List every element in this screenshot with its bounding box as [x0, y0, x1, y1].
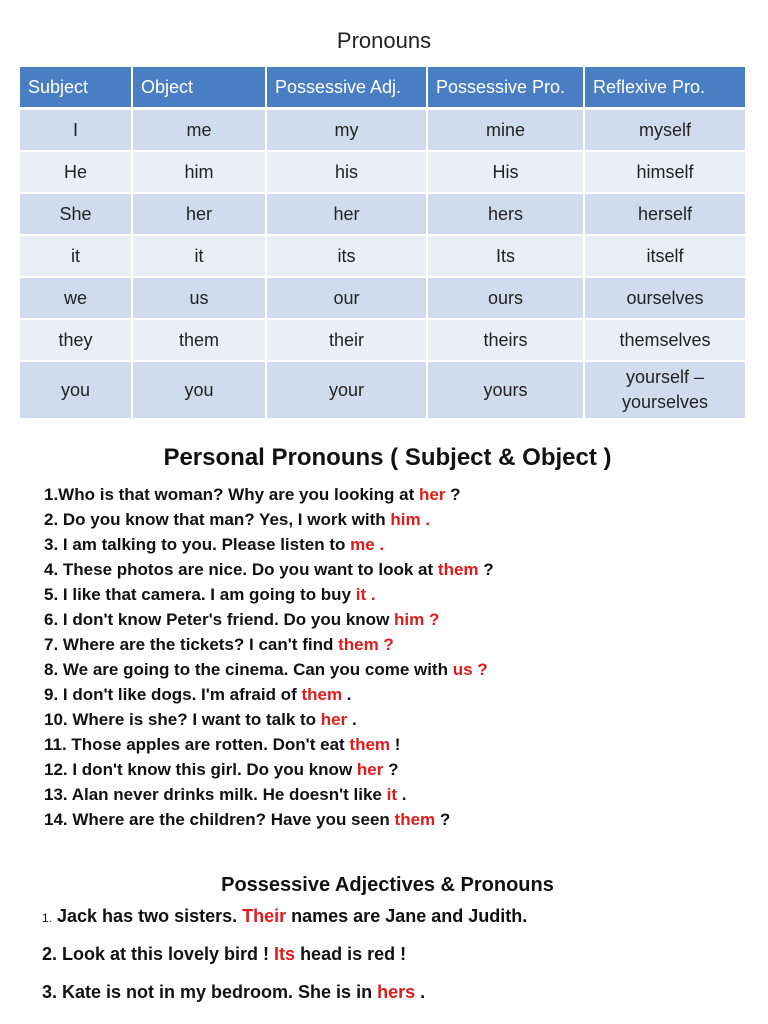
exercise-item — [44, 657, 494, 682]
exercise-text: 4. These photos are nice. Do you want to look at — [44, 560, 438, 579]
exercise-item — [44, 482, 494, 507]
exercise-tail: names are Jane and Judith. — [286, 906, 528, 926]
exercise-tail: . — [342, 685, 352, 704]
exercise-text: 10. Where is she? I want to talk to — [44, 710, 321, 729]
exercise-item — [42, 978, 527, 1016]
exercise-text: 1.Who is that woman? Why are you looking at — [44, 485, 419, 504]
answer: Their — [242, 906, 287, 926]
table-cell: you — [20, 361, 132, 419]
column-header-reflexive-pro: Reflexive Pro. — [584, 67, 746, 109]
exercise-item — [44, 532, 494, 557]
table-cell: myself — [584, 109, 746, 152]
answer: it . — [355, 585, 376, 604]
exercise-item — [44, 607, 494, 632]
table-cell: hers — [427, 193, 584, 235]
table-cell: us — [132, 277, 266, 319]
table-cell: her — [266, 193, 427, 235]
exercise-item — [44, 682, 494, 707]
column-header-subject: Subject — [20, 67, 132, 109]
table-cell: my — [266, 109, 427, 152]
column-header-possessive-pro: Possessive Pro. — [427, 67, 584, 109]
exercise-tail: ? — [383, 760, 399, 779]
answer: her — [356, 760, 384, 779]
table-row — [20, 151, 746, 193]
pronoun-table — [20, 67, 747, 420]
exercise-tail: . — [347, 710, 357, 729]
exercise-tail: head is red ! — [295, 944, 407, 964]
table-cell: yours — [427, 361, 584, 419]
table-cell: ourselves — [584, 277, 746, 319]
table-row — [20, 277, 746, 319]
table-cell: itself — [584, 235, 746, 277]
table-row — [20, 319, 746, 361]
table-cell: them — [132, 319, 266, 361]
table-cell: it — [20, 235, 132, 277]
exercise-text: 11. Those apples are rotten. Don't eat — [44, 735, 350, 754]
table-cell: herself — [584, 193, 746, 235]
exercise-text: 5. I like that camera. I am going to buy — [44, 585, 356, 604]
exercise-tail: . — [415, 982, 426, 1002]
exercise-item — [44, 507, 494, 532]
possessive-exercises — [42, 902, 527, 1016]
exercise-text: 14. Where are the children? Have you seen — [44, 810, 395, 829]
table-row — [20, 193, 746, 235]
table-cell: its — [266, 235, 427, 277]
table-cell: his — [266, 151, 427, 193]
table-cell: mine — [427, 109, 584, 152]
table-cell: it — [132, 235, 266, 277]
exercise-text: 7. Where are the tickets? I can't find — [44, 635, 339, 654]
table-cell: himself — [584, 151, 746, 193]
answer: them — [394, 810, 436, 829]
column-header-possessive-adj: Possessive Adj. — [266, 67, 427, 109]
exercise-text: 3. I am talking to you. Please listen to — [44, 535, 351, 554]
exercise-item — [44, 582, 494, 607]
exercise-tail: ? — [445, 485, 461, 504]
answer: him . — [390, 510, 431, 529]
table-cell: you — [132, 361, 266, 419]
page-title: Pronouns — [336, 28, 432, 53]
table-cell: their — [266, 319, 427, 361]
table-row — [20, 235, 746, 277]
exercise-item — [44, 707, 494, 732]
exercise-item — [42, 940, 527, 978]
exercise-tail: ? — [478, 560, 494, 579]
exercise-text: Jack has two sisters. — [52, 906, 243, 926]
table-cell: your — [266, 361, 427, 419]
exercise-text: 8. We are going to the cinema. Can you come with — [44, 660, 453, 679]
exercise-text: 13. Alan never drinks milk. He doesn't like — [44, 785, 387, 804]
answer: me . — [350, 535, 385, 554]
exercise-text: 3. Kate is not in my bedroom. She is in — [42, 982, 378, 1002]
table-cell: themselves — [584, 319, 746, 361]
table-cell: him — [132, 151, 266, 193]
table-cell: they — [20, 319, 132, 361]
exercise-tail: ! — [390, 735, 401, 754]
table-cell: we — [20, 277, 132, 319]
answer: them — [349, 735, 391, 754]
table-cell-line: yourselves — [621, 392, 709, 412]
exercise-tail: . — [397, 785, 407, 804]
exercise-item — [42, 902, 527, 940]
table-row — [20, 109, 746, 152]
answer: it — [386, 785, 397, 804]
exercise-text: 9. I don't like dogs. I'm afraid of — [44, 685, 302, 704]
table-cell — [584, 361, 746, 419]
table-cell: He — [20, 151, 132, 193]
answer: them ? — [338, 635, 394, 654]
answer: her — [320, 710, 348, 729]
table-cell-line: yourself – — [625, 367, 705, 387]
answer: hers — [377, 982, 416, 1002]
exercise-item — [44, 632, 494, 657]
answer: us ? — [452, 660, 488, 679]
answer: them — [301, 685, 343, 704]
table-cell: her — [132, 193, 266, 235]
table-cell: theirs — [427, 319, 584, 361]
exercise-text: 2. Do you know that man? Yes, I work with — [44, 510, 391, 529]
table-row — [20, 361, 746, 419]
personal-pronoun-exercises — [44, 482, 494, 832]
exercise-item — [44, 782, 494, 807]
table-cell: ours — [427, 277, 584, 319]
section-title-personal-pronouns: Personal Pronouns ( Subject & Object ) — [163, 444, 612, 471]
table-cell: I — [20, 109, 132, 152]
answer: them — [437, 560, 479, 579]
exercise-text: 12. I don't know this girl. Do you know — [44, 760, 357, 779]
table-cell: our — [266, 277, 427, 319]
exercise-number: 1. — [42, 911, 53, 925]
exercise-item — [44, 557, 494, 582]
answer: Its — [274, 944, 296, 964]
table-cell: His — [427, 151, 584, 193]
table-cell: Its — [427, 235, 584, 277]
column-header-object: Object — [132, 67, 266, 109]
exercise-item — [44, 757, 494, 782]
exercise-text: 2. Look at this lovely bird ! — [42, 944, 275, 964]
exercise-item — [44, 807, 494, 832]
exercise-tail: ? — [435, 810, 451, 829]
section-title-possessive: Possessive Adjectives & Pronouns — [221, 874, 554, 896]
exercise-text: 6. I don't know Peter's friend. Do you know — [44, 610, 395, 629]
table-cell: me — [132, 109, 266, 152]
table-cell: She — [20, 193, 132, 235]
table-header-row — [20, 67, 746, 109]
answer: her — [418, 485, 446, 504]
exercise-item — [44, 732, 494, 757]
answer: him ? — [394, 610, 440, 629]
